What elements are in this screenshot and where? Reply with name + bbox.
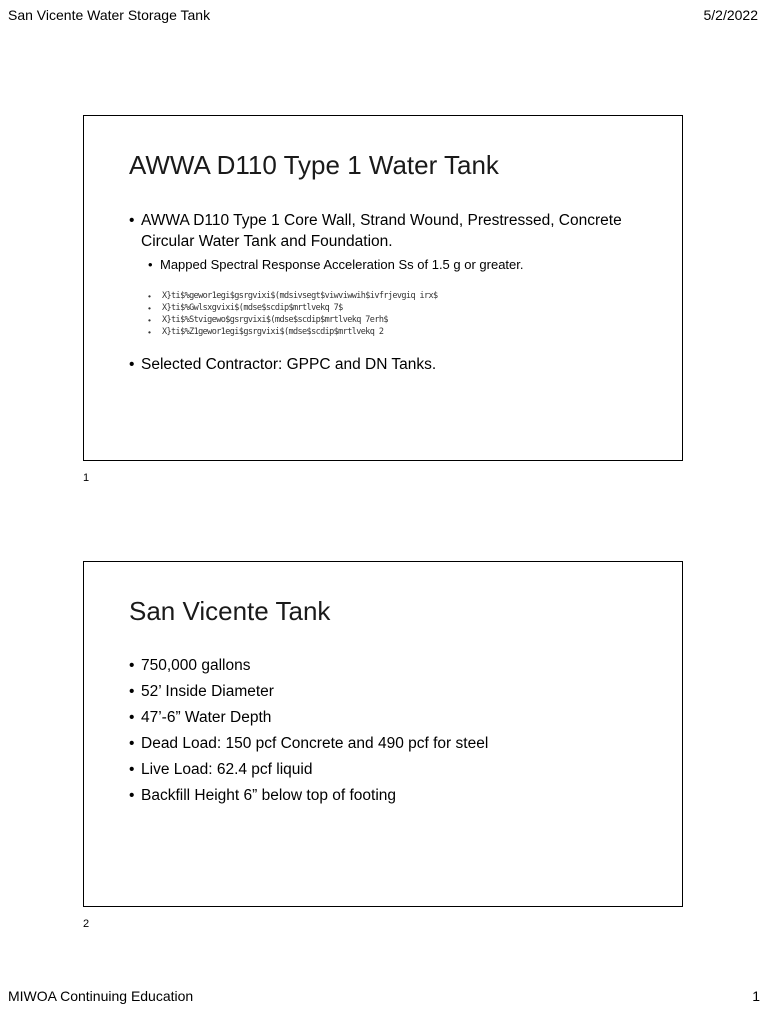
slide-1 — [83, 115, 683, 461]
sub-bullet-item: • Mapped Spectral Response Acceleration Ss of 1.5 g or greater. — [148, 256, 659, 274]
slide-title: AWWA D110 Type 1 Water Tank — [129, 150, 499, 180]
page-header-date: 5/2/2022 — [703, 7, 758, 23]
page-footer-org: MIWOA Continuing Education — [8, 988, 194, 1004]
garbled-bullet-item: • X}ti$%Stvigewo$gsrgvixi$(mdse$scdip$mrtlvekq 7erh$ — [148, 314, 659, 326]
garbled-bullet-item: • X}ti$%gewor1egi$gsrgvixi$(mdsivsegt$viwviwwih$ivfrjevgiq irx$ — [148, 290, 659, 302]
slide-2 — [83, 561, 683, 907]
slide-body — [129, 655, 659, 811]
page-footer-page-number: 1 — [752, 988, 760, 1004]
bullet-item: • Selected Contractor: GPPC and DN Tanks. — [129, 354, 659, 375]
bullet-item: • Dead Load: 150 pcf Concrete and 490 pcf for steel — [129, 733, 659, 754]
slide-number: 2 — [83, 918, 90, 930]
garbled-bullet-item: • X}ti$%Z1gewor1egi$gsrgvixi$(mdse$scdip$mrtlvekq 2 — [148, 326, 659, 338]
bullet-item: • Backfill Height 6” below top of footing — [129, 785, 659, 806]
bullet-item: • AWWA D110 Type 1 Core Wall, Strand Wound, Prestressed, Concrete Circular Water Tank and Foundation. — [129, 210, 659, 252]
bullet-item: • 47’-6” Water Depth — [129, 707, 659, 728]
slide-number: 1 — [83, 472, 90, 484]
bullet-item: • Live Load: 62.4 pcf liquid — [129, 759, 659, 780]
page-header-title: San Vicente Water Storage Tank — [8, 7, 211, 23]
bullet-item: • 750,000 gallons — [129, 655, 659, 676]
bullet-item: • 52’ Inside Diameter — [129, 681, 659, 702]
slide-title: San Vicente Tank — [129, 596, 331, 626]
garbled-bullet-item: • X}ti$%Gwlsxgvixi$(mdse$scdip$mrtlvekq 7$ — [148, 302, 659, 314]
slide-body — [129, 210, 659, 375]
